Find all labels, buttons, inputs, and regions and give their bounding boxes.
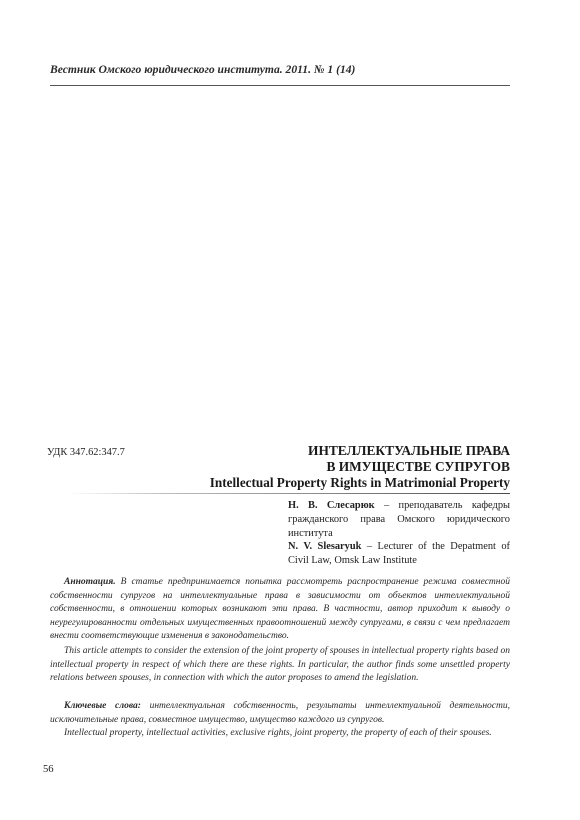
article-title — [130, 443, 510, 491]
abstract-en: This article attempts to consider the extension of the joint property of spouses in intellectual property rights based on intellectual property in respect of which there are these rights. In particular, the author finds some unsettled property relations between spouses, in connection with which the autor proposes to amend the legislation. — [50, 646, 510, 684]
author-info-en — [288, 540, 510, 568]
author-name-en: N. V. Slesaryuk — [288, 541, 362, 552]
annotation-label: Аннотация. — [64, 577, 116, 587]
keywords-en: Intellectual property, intellectual activities, exclusive rights, joint property, the property of each of their spouses. — [64, 728, 492, 738]
annotation-ru — [50, 576, 510, 644]
title-ru-line-2: В ИМУЩЕСТВЕ СУПРУГОВ — [326, 459, 510, 474]
title-en: Intellectual Property Rights in Matrimonial Property — [209, 475, 510, 490]
author-affiliation-ru: – преподаватель кафедры гражданского права Омского юридического института — [288, 500, 510, 540]
title-rule — [68, 493, 510, 494]
keywords-ru-text: интеллектуальная собственность, результаты интеллектуальной деятельности, исключительные права, совместное имущество, имущество каждого из супругов. — [50, 701, 510, 725]
udc-code: УДК 347.62:347.7 — [47, 447, 125, 458]
page-number: 56 — [43, 764, 54, 775]
author-name-ru: Н. В. Слесарюк — [288, 500, 375, 511]
header-rule — [50, 85, 510, 86]
author-affiliation-en: – Lecturer of the Depatment of Civil Law, Omsk Law Institute — [288, 541, 510, 567]
title-ru-line-1: ИНТЕЛЛЕКТУАЛЬНЫЕ ПРАВА — [308, 443, 510, 458]
journal-running-header: Вестник Омского юридического института. 2011. № 1 (14) — [50, 63, 356, 76]
keywords-ru — [50, 700, 510, 727]
author-info-ru — [288, 499, 510, 542]
keywords-label: Ключевые слова: — [64, 701, 141, 711]
annotation-text: В статье предпринимается попытка рассмотреть распространение режима совместной собственности супругов на интеллектуальные права в зависимости от объектов интеллектуальной собственности, в отношении которых возникают эти права. В частности, автор приходит к выводу о неурегулированности отдельных имущественных правоотношений между супругами, в связи с чем предлагает внести соответствующие изменения в законодательство. — [50, 577, 510, 642]
